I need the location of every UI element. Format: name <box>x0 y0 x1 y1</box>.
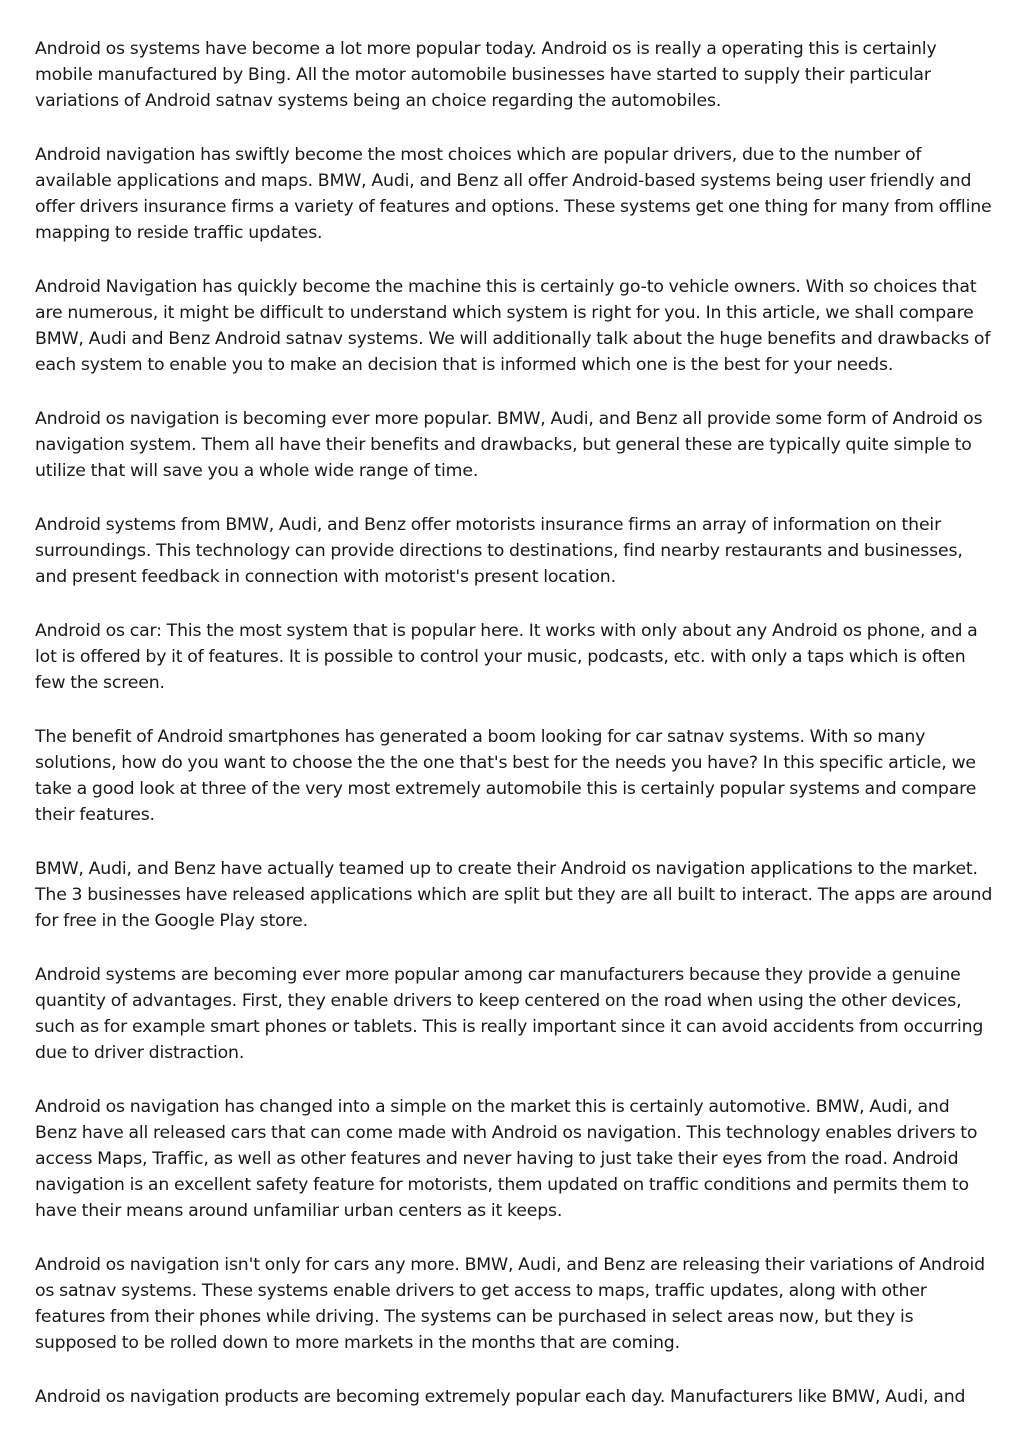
paragraph: Android os car: This the most system that is popular here. It works with only about any Android os phone, and a lot is offered by it of features. It is possible to control your music, podcasts, etc. with only a taps which is often few the screen. <box>35 621 978 693</box>
document-body <box>35 36 993 1438</box>
paragraph: Android Navigation has quickly become the machine this is certainly go-to vehicle owners. With so choices that are numerous, it might be difficult to understand which system is right for you. In this article, we shall compare BMW, Audi and Benz Android satnav systems. We will additionally talk about the huge benefits and drawbacks of each system to enable you to make an decision that is informed which one is the best for your needs. <box>35 277 991 375</box>
paragraph: Android os navigation is becoming ever more popular. BMW, Audi, and Benz all provide some form of Android os navigation system. Them all have their benefits and drawbacks, but general these are typically quite simple to utilize that will save you a whole wide range of time. <box>35 409 983 481</box>
paragraph: Android systems are becoming ever more popular among car manufacturers because they provide a genuine quantity of advantages. First, they enable drivers to keep centered on the road when using the other devices, such as for example smart phones or tablets. This is really important since it can avoid accidents from occurring due to driver distraction. <box>35 965 984 1063</box>
paragraph: Android systems from BMW, Audi, and Benz offer motorists insurance firms an array of information on their surroundings. This technology can provide directions to destinations, find nearby restaurants and businesses, and present feedback in connection with motorist's present location. <box>35 515 963 587</box>
paragraph: The benefit of Android smartphones has generated a boom looking for car satnav systems. With so many solutions, how do you want to choose the the one that's best for the needs you have? In this specific article, we take a good look at three of the very most extremely automobile this is certainly popular systems and compare their features. <box>35 727 977 825</box>
paragraph: Android navigation has swiftly become the most choices which are popular drivers, due to the number of available applications and maps. BMW, Audi, and Benz all offer Android-based systems being user friendly and offer drivers insurance firms a variety of features and options. These systems get one thing for many from offline mapping to reside traffic updates. <box>35 145 992 243</box>
paragraph: Android os navigation has changed into a simple on the market this is certainly automotive. BMW, Audi, and Benz have all released cars that can come made with Android os navigation. This technology enables drivers to access Maps, Traffic, as well as other features and never having to just take their eyes from the road. Android navigation is an excellent safety feature for motorists, them updated on traffic conditions and permits them to have their means around unfamiliar urban centers as it keeps. <box>35 1097 978 1221</box>
paragraph: Android os systems have become a lot more popular today. Android os is really a operating this is certainly mobile manufactured by Bing. All the motor automobile businesses have started to supply their particular variations of Android satnav systems being an choice regarding the automobiles. <box>35 39 937 111</box>
paragraph: Android os navigation products are becoming extremely popular each day. Manufacturers like BMW, Audi, and <box>35 1387 966 1407</box>
paragraph: BMW, Audi, and Benz have actually teamed up to create their Android os navigation applications to the market. The 3 businesses have released applications which are split but they are all built to interact. The apps are around for free in the Google Play store. <box>35 859 993 931</box>
paragraph: Android os navigation isn't only for cars any more. BMW, Audi, and Benz are releasing their variations of Android os satnav systems. These systems enable drivers to get access to maps, traffic updates, along with other features from their phones while driving. The systems can be purchased in select areas now, but they is supposed to be rolled down to more markets in the months that are coming. <box>35 1255 985 1353</box>
